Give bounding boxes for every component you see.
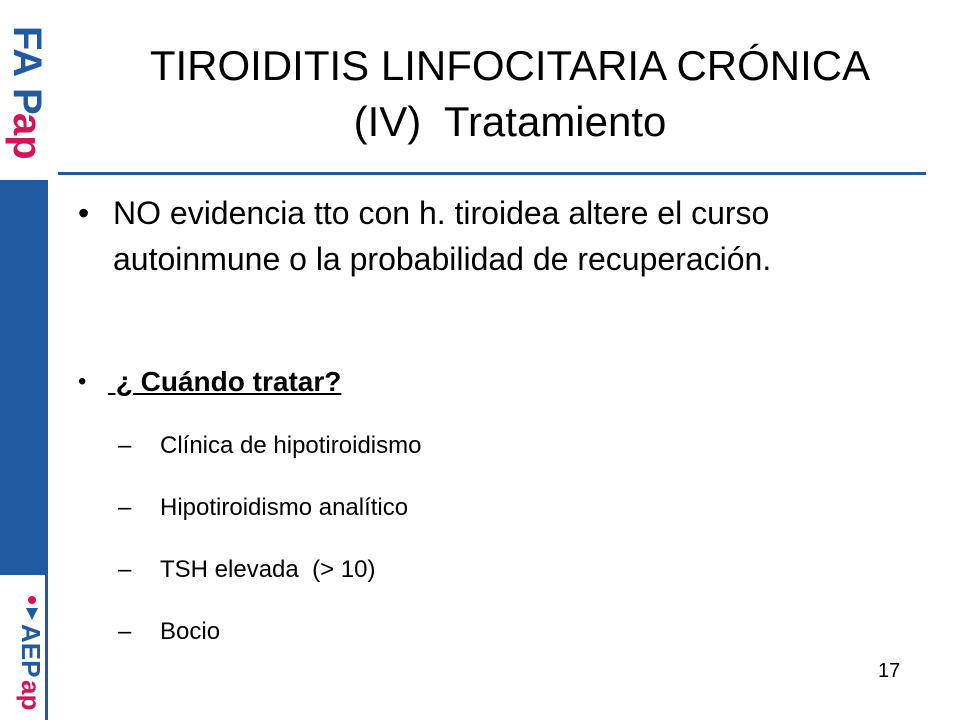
svg-text:ap: ap: [16, 680, 46, 711]
bullet-text-1: NO evidencia tto con h. tiroidea altere el curso autoinmune o la probabilidad de recuperación.: [113, 195, 772, 277]
sub-item: [118, 492, 718, 524]
sub-item: [118, 616, 718, 648]
dash-marker: –: [118, 432, 132, 459]
dash-marker: –: [118, 556, 132, 583]
bullet-item-1: [78, 190, 898, 282]
bullet-dot: •: [78, 195, 90, 231]
fapap-logo: [0, 10, 48, 160]
page-number: 17: [878, 660, 901, 682]
title-line-1: TIROIDITIS LINFOCITARIA CRÓNICA: [149, 42, 871, 89]
svg-text:AEP: AEP: [16, 624, 46, 678]
bullet-text-2: ¿ Cuándo tratar?: [108, 366, 342, 397]
svg-text:FA: FA: [5, 26, 48, 78]
sub-item-text: Clínica de hipotiroidismo: [160, 432, 422, 459]
sub-item-text: TSH elevada (> 10): [160, 556, 376, 583]
svg-text:ap: ap: [5, 113, 48, 160]
dash-marker: –: [118, 618, 132, 645]
bullet-item-2: [78, 362, 778, 402]
dash-marker: –: [118, 494, 132, 521]
sidebar-strip: [0, 180, 48, 575]
title-line-2: (IV) Tratamiento: [353, 98, 667, 145]
sub-item-text: Hipotiroidismo analítico: [160, 494, 409, 521]
bullet-dot: •: [78, 368, 87, 395]
aepap-logo: [2, 580, 46, 715]
sub-item: [118, 554, 718, 586]
title-divider: [58, 172, 926, 175]
sub-item-text: Bocio: [160, 618, 221, 645]
slide-title: [60, 38, 960, 150]
svg-text:P: P: [5, 88, 48, 115]
sub-item: [118, 430, 718, 462]
